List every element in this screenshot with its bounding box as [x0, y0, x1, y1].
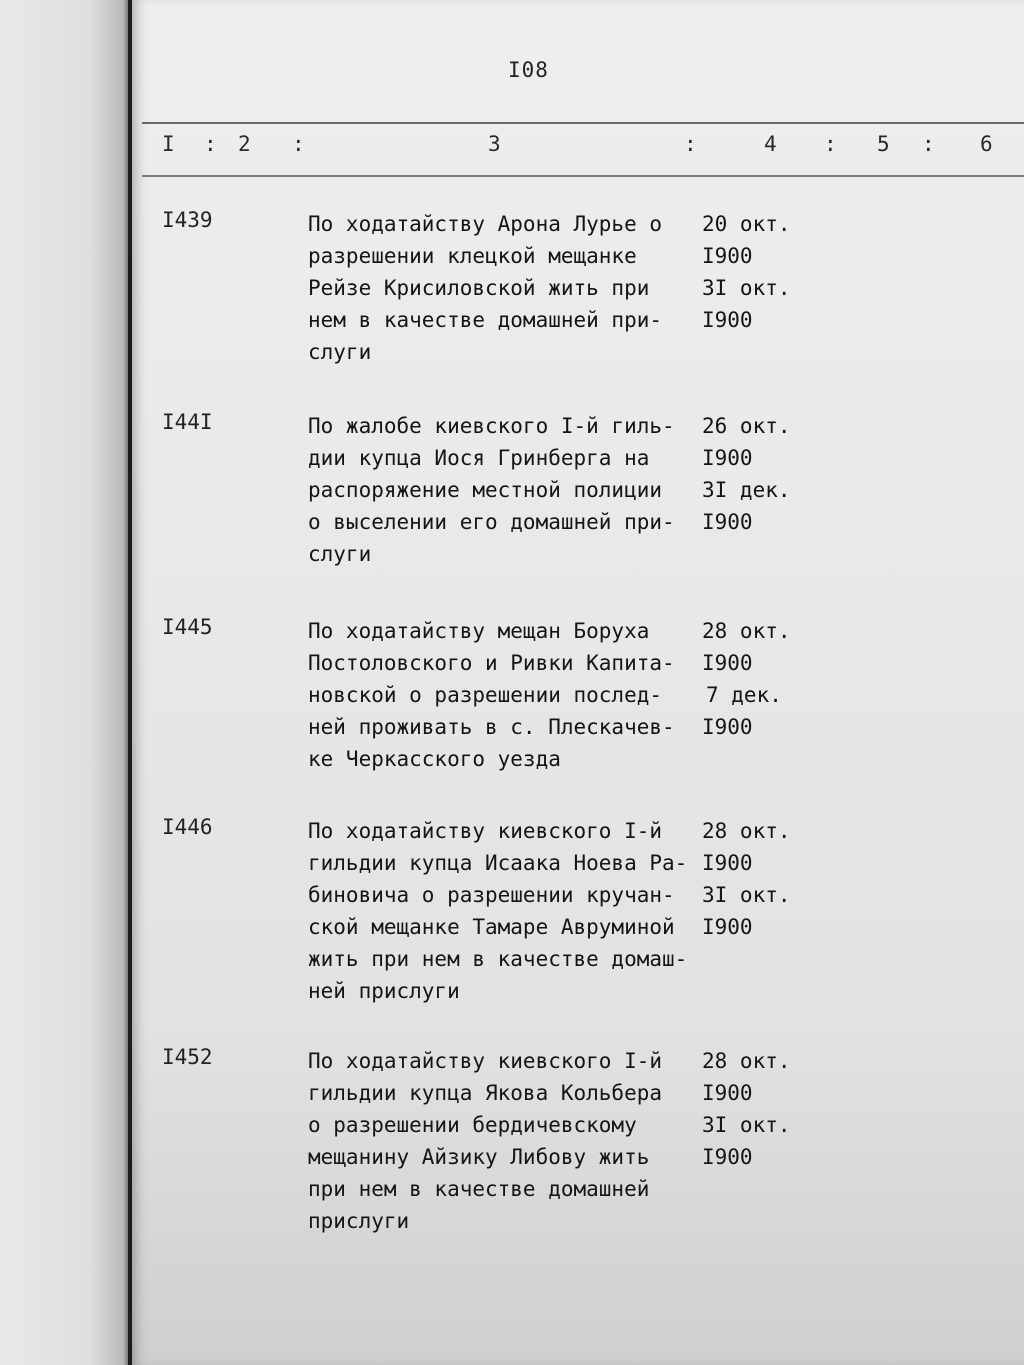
description-line: По ходатайству Арона Лурье о — [308, 212, 663, 236]
description-line: гильдии купца Якова Кольбера — [308, 1081, 663, 1105]
date-year: I900 — [702, 308, 753, 332]
date-day-month: 26 окт. — [702, 414, 791, 438]
column-header-I: I — [162, 132, 175, 156]
date-day-month: 3I окт. — [702, 276, 791, 300]
column-separator: : — [684, 132, 697, 156]
description-line: новской о разрешении послед- — [308, 683, 663, 707]
column-header-6: 6 — [980, 132, 993, 156]
description-line: Рейзе Крисиловской жить при — [308, 276, 650, 300]
description-line: Постоловского и Ривки Капита- — [308, 651, 675, 675]
column-header-2: 2 — [238, 132, 251, 156]
description-line: По ходатайству мещан Боруха — [308, 619, 650, 643]
record-dates — [702, 1045, 832, 1173]
header-rule-top — [142, 122, 1024, 124]
date-year: I900 — [702, 1145, 753, 1169]
description-line: дии купца Иося Гринберга на — [308, 446, 650, 470]
date-year: I900 — [702, 510, 753, 534]
date-year: I900 — [702, 715, 753, 739]
record-number: I445 — [162, 615, 213, 639]
date-year: I900 — [702, 851, 753, 875]
description-line: при нем в качестве домашней — [308, 1177, 650, 1201]
description-line: слуги — [308, 542, 372, 566]
description-line: биновича о разрешении кручан- — [308, 883, 675, 907]
column-header-4: 4 — [764, 132, 777, 156]
date-day-month: 7 дек. — [706, 683, 782, 707]
description-line: По жалобе киевского I-й гиль- — [308, 414, 675, 438]
record-description — [308, 815, 728, 1007]
date-day-month: 3I окт. — [702, 883, 791, 907]
description-line: о разрешении бердичевскому — [308, 1113, 637, 1137]
description-line: нем в качестве домашней при- — [308, 308, 663, 332]
description-line: о выселении его домашней при- — [308, 510, 675, 534]
header-rule-bottom — [142, 175, 1024, 177]
date-day-month: 3I окт. — [702, 1113, 791, 1137]
date-year: I900 — [702, 446, 753, 470]
description-line: гильдии купца Исаака Ноева Ра- — [308, 851, 688, 875]
record-description — [308, 410, 728, 570]
description-line: жить при нем в качестве домаш- — [308, 947, 688, 971]
record-number: I44I — [162, 410, 213, 434]
description-line: распоряжение местной полиции — [308, 478, 663, 502]
record-number: I452 — [162, 1045, 213, 1069]
description-line: По ходатайству киевского I-й — [308, 1049, 663, 1073]
date-day-month: 3I дек. — [702, 478, 791, 502]
record-dates — [702, 410, 832, 538]
description-line: По ходатайству киевского I-й — [308, 819, 663, 843]
description-line: ней проживать в с. Плескачев- — [308, 715, 675, 739]
date-year: I900 — [702, 244, 753, 268]
date-day-month: 28 окт. — [702, 1049, 791, 1073]
record-description — [308, 1045, 728, 1237]
column-header-3: 3 — [488, 132, 501, 156]
record-dates — [702, 208, 832, 336]
page-number: I08 — [508, 58, 549, 82]
document-page — [132, 0, 1024, 1365]
description-line: мещанину Айзику Либову жить — [308, 1145, 650, 1169]
date-year: I900 — [702, 651, 753, 675]
description-line: разрешении клецкой мещанке — [308, 244, 637, 268]
description-line: слуги — [308, 340, 372, 364]
date-day-month: 28 окт. — [702, 819, 791, 843]
description-line: ской мещанке Тамаре Авруминой — [308, 915, 675, 939]
record-description — [308, 208, 728, 368]
record-description — [308, 615, 728, 775]
record-dates — [702, 815, 832, 943]
column-header-5: 5 — [877, 132, 890, 156]
description-line: ке Черкасского уезда — [308, 747, 561, 771]
description-line: прислуги — [308, 1209, 410, 1233]
column-separator: : — [922, 132, 935, 156]
date-day-month: 20 окт. — [702, 212, 791, 236]
record-number: I439 — [162, 208, 213, 232]
record-number: I446 — [162, 815, 213, 839]
date-day-month: 28 окт. — [702, 619, 791, 643]
previous-page-edge — [0, 0, 128, 1365]
column-separator: : — [204, 132, 217, 156]
column-separator: : — [292, 132, 305, 156]
date-year: I900 — [702, 1081, 753, 1105]
record-dates — [702, 615, 832, 743]
column-separator: : — [824, 132, 837, 156]
date-year: I900 — [702, 915, 753, 939]
description-line: ней прислуги — [308, 979, 460, 1003]
